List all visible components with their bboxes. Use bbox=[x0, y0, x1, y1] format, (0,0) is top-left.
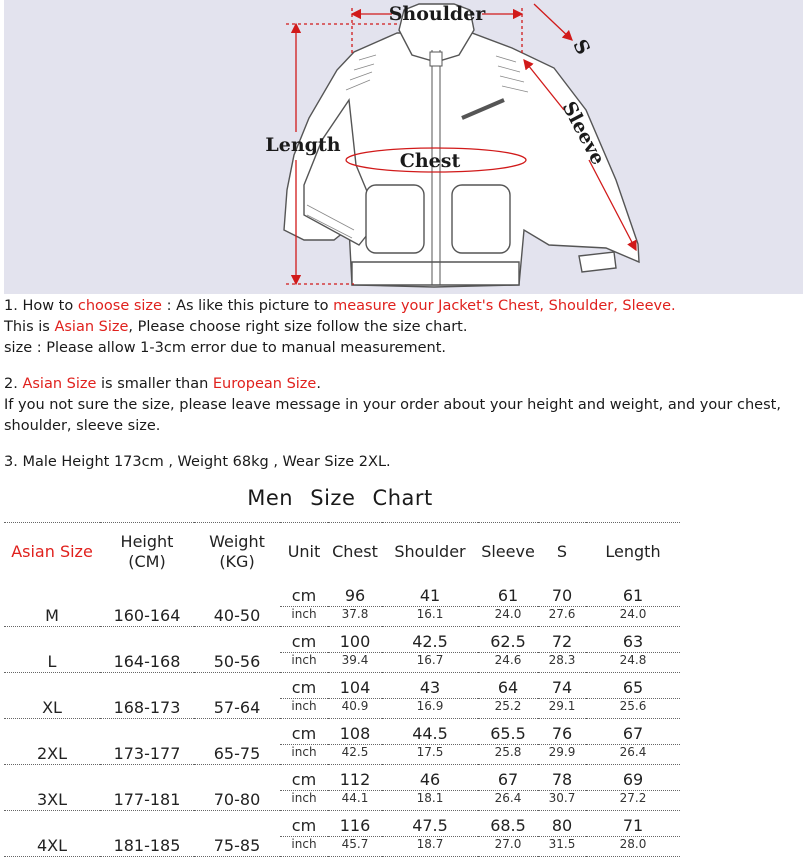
cell-shoulder: 16.7 bbox=[382, 653, 478, 673]
cell-length: 69 bbox=[586, 765, 680, 791]
cell-shoulder: 44.5 bbox=[382, 719, 478, 745]
table-row-cm bbox=[4, 673, 680, 699]
cell-length: 28.0 bbox=[586, 837, 680, 857]
cell-shoulder: 16.9 bbox=[382, 699, 478, 719]
cell-length: 27.2 bbox=[586, 791, 680, 811]
cell-shoulder: 41 bbox=[382, 581, 478, 607]
shoulder-label: Shoulder bbox=[388, 3, 486, 25]
cell-sleeve: 26.4 bbox=[478, 791, 538, 811]
cell-unit: cm bbox=[280, 765, 328, 791]
cell-shoulder: 46 bbox=[382, 765, 478, 791]
note-text: 1. How to bbox=[4, 298, 78, 314]
cell-unit: cm bbox=[280, 627, 328, 653]
cell-s: 78 bbox=[538, 765, 586, 791]
note-leave-message-cont: shoulder, sleeve size. bbox=[4, 418, 161, 434]
cell-sleeve: 24.6 bbox=[478, 653, 538, 673]
cell-sleeve: 65.5 bbox=[478, 719, 538, 745]
cell-sleeve: 61 bbox=[478, 581, 538, 607]
cell-unit: cm bbox=[280, 581, 328, 607]
cell-shoulder: 43 bbox=[382, 673, 478, 699]
note-highlight: measure your Jacket's Chest, Shoulder, Sleeve. bbox=[333, 298, 676, 314]
cell-shoulder: 18.7 bbox=[382, 837, 478, 857]
cell-chest: 42.5 bbox=[328, 745, 382, 765]
cell-chest: 96 bbox=[328, 581, 382, 607]
length-label: Length bbox=[265, 134, 341, 156]
cell-chest: 108 bbox=[328, 719, 382, 745]
cell-height: 173-177 bbox=[100, 719, 194, 765]
cell-shoulder: 16.1 bbox=[382, 607, 478, 627]
cell-chest: 112 bbox=[328, 765, 382, 791]
cell-length: 26.4 bbox=[586, 745, 680, 765]
header-length: Length bbox=[586, 523, 680, 581]
note-text: 2. bbox=[4, 376, 23, 392]
cell-shoulder: 18.1 bbox=[382, 791, 478, 811]
note-text: : As like this picture to bbox=[161, 298, 334, 314]
s-label: S bbox=[568, 35, 595, 59]
cell-weight: 40-50 bbox=[194, 581, 280, 627]
cell-length: 67 bbox=[586, 719, 680, 745]
cell-sleeve: 27.0 bbox=[478, 837, 538, 857]
cell-size: L bbox=[4, 627, 100, 673]
cell-sleeve: 68.5 bbox=[478, 811, 538, 837]
cell-sleeve: 24.0 bbox=[478, 607, 538, 627]
cell-sleeve: 64 bbox=[478, 673, 538, 699]
cell-s: 29.9 bbox=[538, 745, 586, 765]
cell-chest: 100 bbox=[328, 627, 382, 653]
header-sleeve: Sleeve bbox=[478, 523, 538, 581]
cell-weight: 65-75 bbox=[194, 719, 280, 765]
cell-height: 160-164 bbox=[100, 581, 194, 627]
cell-s: 70 bbox=[538, 581, 586, 607]
table-header-row bbox=[4, 523, 680, 581]
cell-height: 168-173 bbox=[100, 673, 194, 719]
cell-chest: 104 bbox=[328, 673, 382, 699]
table-row-cm bbox=[4, 811, 680, 837]
note-highlight: Asian Size bbox=[54, 319, 129, 335]
note-highlight: European Size bbox=[212, 376, 317, 392]
cell-size: XL bbox=[4, 673, 100, 719]
cell-unit: inch bbox=[280, 837, 328, 857]
cell-s: 80 bbox=[538, 811, 586, 837]
sleeve-label: Sleeve bbox=[557, 97, 610, 169]
note-asian-vs-european bbox=[4, 374, 321, 395]
note-leave-message: If you not sure the size, please leave message in your order about your height and weight, and your chest, bbox=[4, 397, 781, 413]
cell-chest: 45.7 bbox=[328, 837, 382, 857]
note-text: . bbox=[316, 376, 321, 392]
header-weight-line2: (KG) bbox=[219, 551, 255, 571]
header-weight bbox=[194, 523, 280, 581]
header-height-line1: Height bbox=[120, 531, 174, 551]
cell-chest: 44.1 bbox=[328, 791, 382, 811]
chest-label: Chest bbox=[399, 150, 461, 172]
jacket-measurement-illustration bbox=[4, 0, 803, 294]
cell-unit: cm bbox=[280, 673, 328, 699]
cell-length: 65 bbox=[586, 673, 680, 699]
size-chart-table bbox=[4, 522, 680, 857]
header-asian-size: Asian Size bbox=[4, 523, 100, 581]
cell-s: 74 bbox=[538, 673, 586, 699]
header-shoulder: Shoulder bbox=[382, 523, 478, 581]
note-text: , Please choose right size follow the size chart. bbox=[128, 319, 468, 335]
cell-weight: 70-80 bbox=[194, 765, 280, 811]
cell-unit: cm bbox=[280, 719, 328, 745]
table-row-cm bbox=[4, 627, 680, 653]
note-example-fit: 3. Male Height 173cm , Weight 68kg , Wear Size 2XL. bbox=[4, 454, 391, 470]
cell-length: 25.6 bbox=[586, 699, 680, 719]
cell-s: 27.6 bbox=[538, 607, 586, 627]
note-highlight: Asian Size bbox=[22, 376, 97, 392]
table-row-cm bbox=[4, 719, 680, 745]
note-error-allowance: size : Please allow 1-3cm error due to manual measurement. bbox=[4, 340, 447, 356]
cell-weight: 57-64 bbox=[194, 673, 280, 719]
cell-chest: 37.8 bbox=[328, 607, 382, 627]
cell-sleeve: 67 bbox=[478, 765, 538, 791]
cell-weight: 50-56 bbox=[194, 627, 280, 673]
table-row-cm bbox=[4, 765, 680, 791]
cell-length: 63 bbox=[586, 627, 680, 653]
header-weight-line1: Weight bbox=[209, 531, 265, 551]
cell-s: 31.5 bbox=[538, 837, 586, 857]
cell-height: 164-168 bbox=[100, 627, 194, 673]
table-row-cm bbox=[4, 581, 680, 607]
note-how-to-choose bbox=[4, 296, 676, 317]
cell-s: 29.1 bbox=[538, 699, 586, 719]
header-height bbox=[100, 523, 194, 581]
cell-height: 181-185 bbox=[100, 811, 194, 857]
cell-weight: 75-85 bbox=[194, 811, 280, 857]
cell-unit: cm bbox=[280, 811, 328, 837]
cell-chest: 40.9 bbox=[328, 699, 382, 719]
note-text: This is bbox=[4, 319, 55, 335]
cell-length: 71 bbox=[586, 811, 680, 837]
jacket-drawing bbox=[4, 0, 803, 294]
cell-length: 24.0 bbox=[586, 607, 680, 627]
cell-chest: 39.4 bbox=[328, 653, 382, 673]
cell-chest: 116 bbox=[328, 811, 382, 837]
cell-sleeve: 25.8 bbox=[478, 745, 538, 765]
cell-s: 76 bbox=[538, 719, 586, 745]
cell-s: 30.7 bbox=[538, 791, 586, 811]
cell-s: 28.3 bbox=[538, 653, 586, 673]
cell-size: 3XL bbox=[4, 765, 100, 811]
cell-unit: inch bbox=[280, 653, 328, 673]
cell-s: 72 bbox=[538, 627, 586, 653]
cell-length: 24.8 bbox=[586, 653, 680, 673]
cell-shoulder: 47.5 bbox=[382, 811, 478, 837]
cell-shoulder: 42.5 bbox=[382, 627, 478, 653]
header-chest: Chest bbox=[328, 523, 382, 581]
cell-height: 177-181 bbox=[100, 765, 194, 811]
note-highlight: choose size bbox=[77, 298, 162, 314]
cell-length: 61 bbox=[586, 581, 680, 607]
chart-title: Men Size Chart bbox=[247, 486, 433, 510]
cell-sleeve: 25.2 bbox=[478, 699, 538, 719]
header-s: S bbox=[538, 523, 586, 581]
cell-size: 4XL bbox=[4, 811, 100, 857]
note-text: is smaller than bbox=[96, 376, 213, 392]
cell-size: M bbox=[4, 581, 100, 627]
header-height-line2: (CM) bbox=[128, 551, 166, 571]
note-asian-size bbox=[4, 317, 467, 338]
cell-shoulder: 17.5 bbox=[382, 745, 478, 765]
cell-unit: inch bbox=[280, 791, 328, 811]
cell-size: 2XL bbox=[4, 719, 100, 765]
cell-sleeve: 62.5 bbox=[478, 627, 538, 653]
table-body bbox=[4, 581, 680, 857]
cell-unit: inch bbox=[280, 745, 328, 765]
cell-unit: inch bbox=[280, 607, 328, 627]
header-unit: Unit bbox=[280, 523, 328, 581]
cell-unit: inch bbox=[280, 699, 328, 719]
